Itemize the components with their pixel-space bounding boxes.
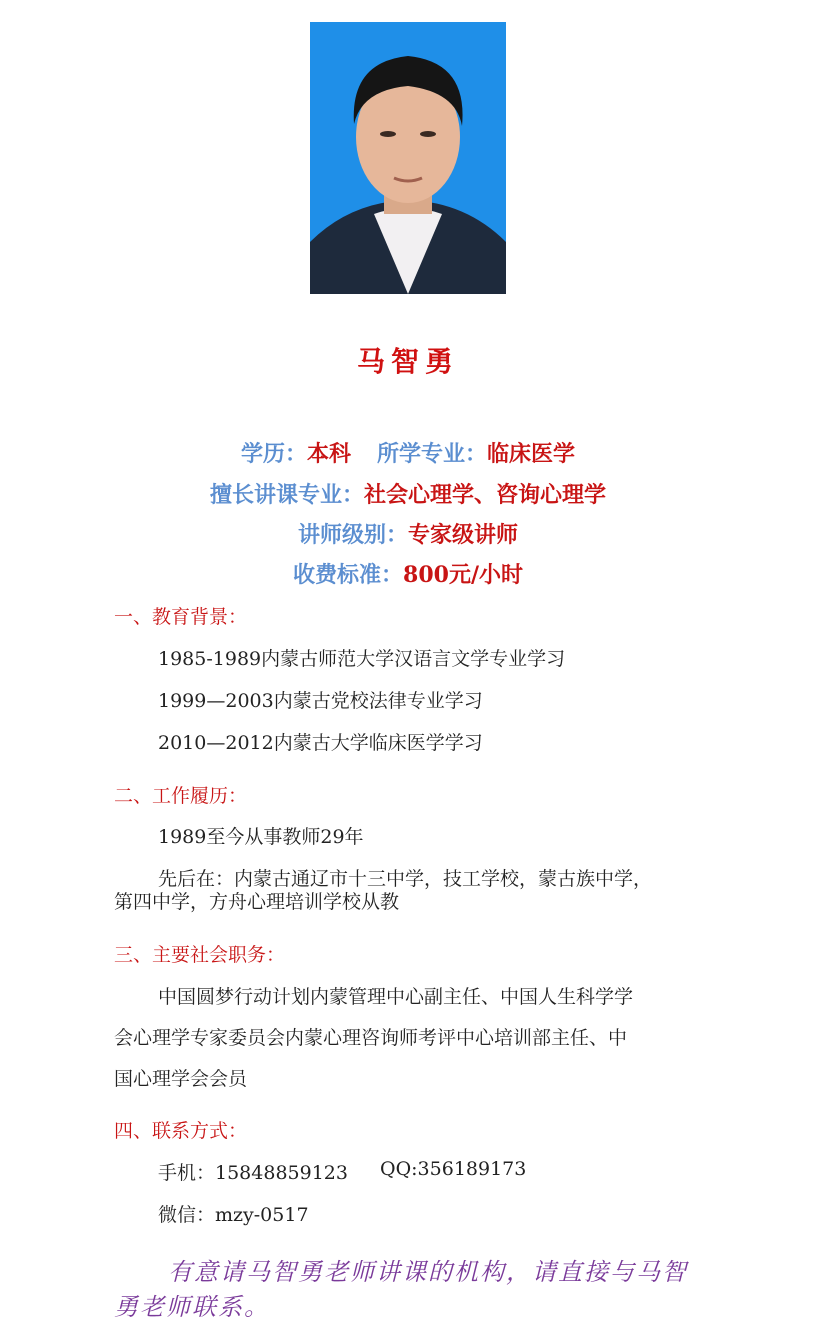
- level-line: [0, 518, 816, 549]
- closing-line: 勇老师联系。: [114, 1293, 270, 1321]
- work-line: 1989至今从事教师29年: [158, 826, 364, 848]
- education-value: 本科: [306, 441, 351, 467]
- education-item: 2010—2012内蒙古大学临床医学学习: [158, 732, 483, 754]
- contact-phone: 手机：15848859123: [158, 1162, 348, 1184]
- closing-line: 有意请马智勇老师讲课的机构，请直接与马智: [168, 1258, 688, 1286]
- level-label: 讲师级别：: [297, 522, 408, 548]
- contact-qq: QQ:356189173: [380, 1158, 527, 1180]
- work-section-title: 二、工作履历：: [114, 785, 248, 807]
- education-label: 学历：: [240, 441, 307, 467]
- specialty-line: [0, 478, 816, 509]
- positions-line: 会心理学专家委员会内蒙心理咨询师考评中心培训部主任、中: [114, 1027, 628, 1049]
- positions-line: 中国圆梦行动计划内蒙管理中心副主任、中国人生科学学: [158, 986, 634, 1008]
- education-item: 1999—2003内蒙古党校法律专业学习: [158, 690, 483, 712]
- specialty-label: 擅长讲课专业：: [209, 482, 364, 508]
- level-value: 专家级讲师: [408, 522, 519, 548]
- fee-line: [0, 558, 816, 589]
- positions-section-title: 三、主要社会职务：: [114, 944, 286, 966]
- fee-value: 800元/小时: [403, 562, 523, 588]
- contact-section-title: 四、联系方式：: [114, 1120, 248, 1142]
- major-value: 临床医学: [487, 441, 576, 467]
- work-line: 第四中学，方舟心理培训学校从教: [114, 891, 400, 913]
- teacher-name: 马智勇: [356, 345, 459, 378]
- education-item: 1985-1989内蒙古师范大学汉语言文学专业学习: [158, 648, 566, 670]
- fee-label: 收费标准：: [293, 562, 404, 588]
- portrait-photo: [310, 22, 506, 294]
- work-line: 先后在：内蒙古通辽市十三中学，技工学校，蒙古族中学，: [158, 868, 653, 890]
- education-section-title: 一、教育背景：: [114, 606, 248, 628]
- specialty-value: 社会心理学、咨询心理学: [364, 482, 607, 508]
- contact-wechat: 微信：mzy-0517: [158, 1204, 309, 1226]
- education-major-line: [0, 437, 816, 468]
- major-label: 所学专业：: [377, 441, 488, 467]
- positions-line: 国心理学会会员: [114, 1068, 248, 1090]
